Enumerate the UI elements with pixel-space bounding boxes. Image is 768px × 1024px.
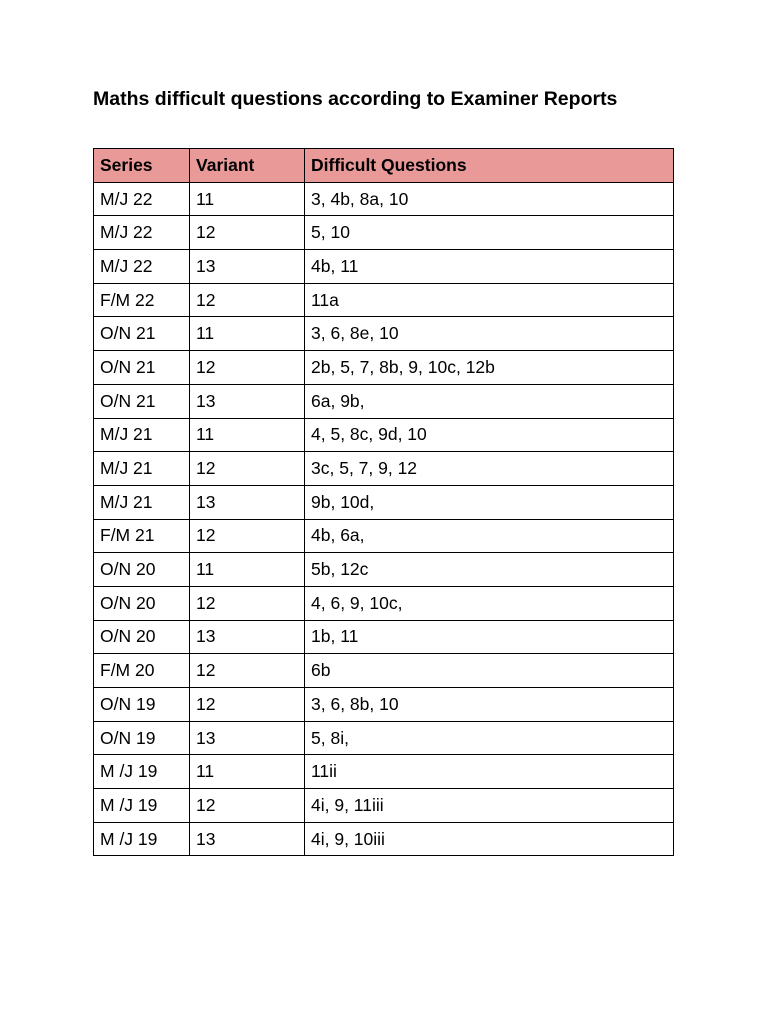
questions-cell: 4i, 9, 11iii: [305, 789, 674, 823]
questions-cell: 6b: [305, 654, 674, 688]
variant-cell: 12: [190, 351, 305, 385]
variant-cell: 12: [190, 216, 305, 250]
series-cell: F/M 20: [94, 654, 190, 688]
questions-cell: 11a: [305, 283, 674, 317]
variant-cell: 12: [190, 586, 305, 620]
series-cell: M/J 22: [94, 182, 190, 216]
series-cell: O/N 21: [94, 351, 190, 385]
variant-cell: 11: [190, 317, 305, 351]
table-row: [94, 586, 674, 620]
variant-cell: 12: [190, 283, 305, 317]
table-row: [94, 620, 674, 654]
variant-cell: 13: [190, 250, 305, 284]
table-row: [94, 351, 674, 385]
header-difficult-questions: Difficult Questions: [305, 149, 674, 183]
table-row: [94, 283, 674, 317]
series-cell: M/J 21: [94, 452, 190, 486]
header-variant: Variant: [190, 149, 305, 183]
variant-cell: 13: [190, 384, 305, 418]
questions-cell: 1b, 11: [305, 620, 674, 654]
variant-cell: 12: [190, 789, 305, 823]
table-row: [94, 789, 674, 823]
table-row: [94, 688, 674, 722]
variant-cell: 13: [190, 822, 305, 856]
table-body: [94, 182, 674, 856]
table-row: [94, 418, 674, 452]
questions-cell: 3c, 5, 7, 9, 12: [305, 452, 674, 486]
questions-cell: 6a, 9b,: [305, 384, 674, 418]
table-row: [94, 384, 674, 418]
page-title: Maths difficult questions according to Examiner Reports: [93, 88, 618, 110]
questions-cell: 3, 4b, 8a, 10: [305, 182, 674, 216]
series-cell: O/N 21: [94, 384, 190, 418]
variant-cell: 11: [190, 755, 305, 789]
series-cell: M /J 19: [94, 789, 190, 823]
table-row: [94, 755, 674, 789]
series-cell: M/J 21: [94, 418, 190, 452]
table-row: [94, 822, 674, 856]
series-cell: F/M 22: [94, 283, 190, 317]
questions-cell: 11ii: [305, 755, 674, 789]
questions-cell: 5, 8i,: [305, 721, 674, 755]
variant-cell: 11: [190, 418, 305, 452]
variant-cell: 12: [190, 654, 305, 688]
table-row: [94, 317, 674, 351]
questions-cell: 4, 5, 8c, 9d, 10: [305, 418, 674, 452]
series-cell: O/N 20: [94, 553, 190, 587]
table-row: [94, 553, 674, 587]
series-cell: M /J 19: [94, 822, 190, 856]
questions-cell: 2b, 5, 7, 8b, 9, 10c, 12b: [305, 351, 674, 385]
series-cell: O/N 19: [94, 688, 190, 722]
table-row: [94, 216, 674, 250]
table-row: [94, 452, 674, 486]
header-series: Series: [94, 149, 190, 183]
series-cell: M/J 22: [94, 216, 190, 250]
variant-cell: 13: [190, 721, 305, 755]
questions-cell: 5b, 12c: [305, 553, 674, 587]
series-cell: M/J 22: [94, 250, 190, 284]
questions-cell: 3, 6, 8b, 10: [305, 688, 674, 722]
difficult-questions-table: [93, 148, 674, 856]
table-row: [94, 721, 674, 755]
series-cell: F/M 21: [94, 519, 190, 553]
questions-cell: 9b, 10d,: [305, 485, 674, 519]
questions-cell: 4b, 11: [305, 250, 674, 284]
variant-cell: 11: [190, 182, 305, 216]
table-row: [94, 250, 674, 284]
table-row: [94, 485, 674, 519]
series-cell: O/N 20: [94, 586, 190, 620]
variant-cell: 12: [190, 688, 305, 722]
series-cell: M/J 21: [94, 485, 190, 519]
series-cell: O/N 21: [94, 317, 190, 351]
table-header-row: [94, 149, 674, 183]
table-row: [94, 182, 674, 216]
questions-cell: 3, 6, 8e, 10: [305, 317, 674, 351]
questions-cell: 5, 10: [305, 216, 674, 250]
questions-cell: 4i, 9, 10iii: [305, 822, 674, 856]
table-row: [94, 654, 674, 688]
series-cell: M /J 19: [94, 755, 190, 789]
variant-cell: 13: [190, 485, 305, 519]
series-cell: O/N 19: [94, 721, 190, 755]
table-row: [94, 519, 674, 553]
questions-cell: 4, 6, 9, 10c,: [305, 586, 674, 620]
variant-cell: 12: [190, 452, 305, 486]
variant-cell: 12: [190, 519, 305, 553]
series-cell: O/N 20: [94, 620, 190, 654]
variant-cell: 11: [190, 553, 305, 587]
questions-cell: 4b, 6a,: [305, 519, 674, 553]
variant-cell: 13: [190, 620, 305, 654]
